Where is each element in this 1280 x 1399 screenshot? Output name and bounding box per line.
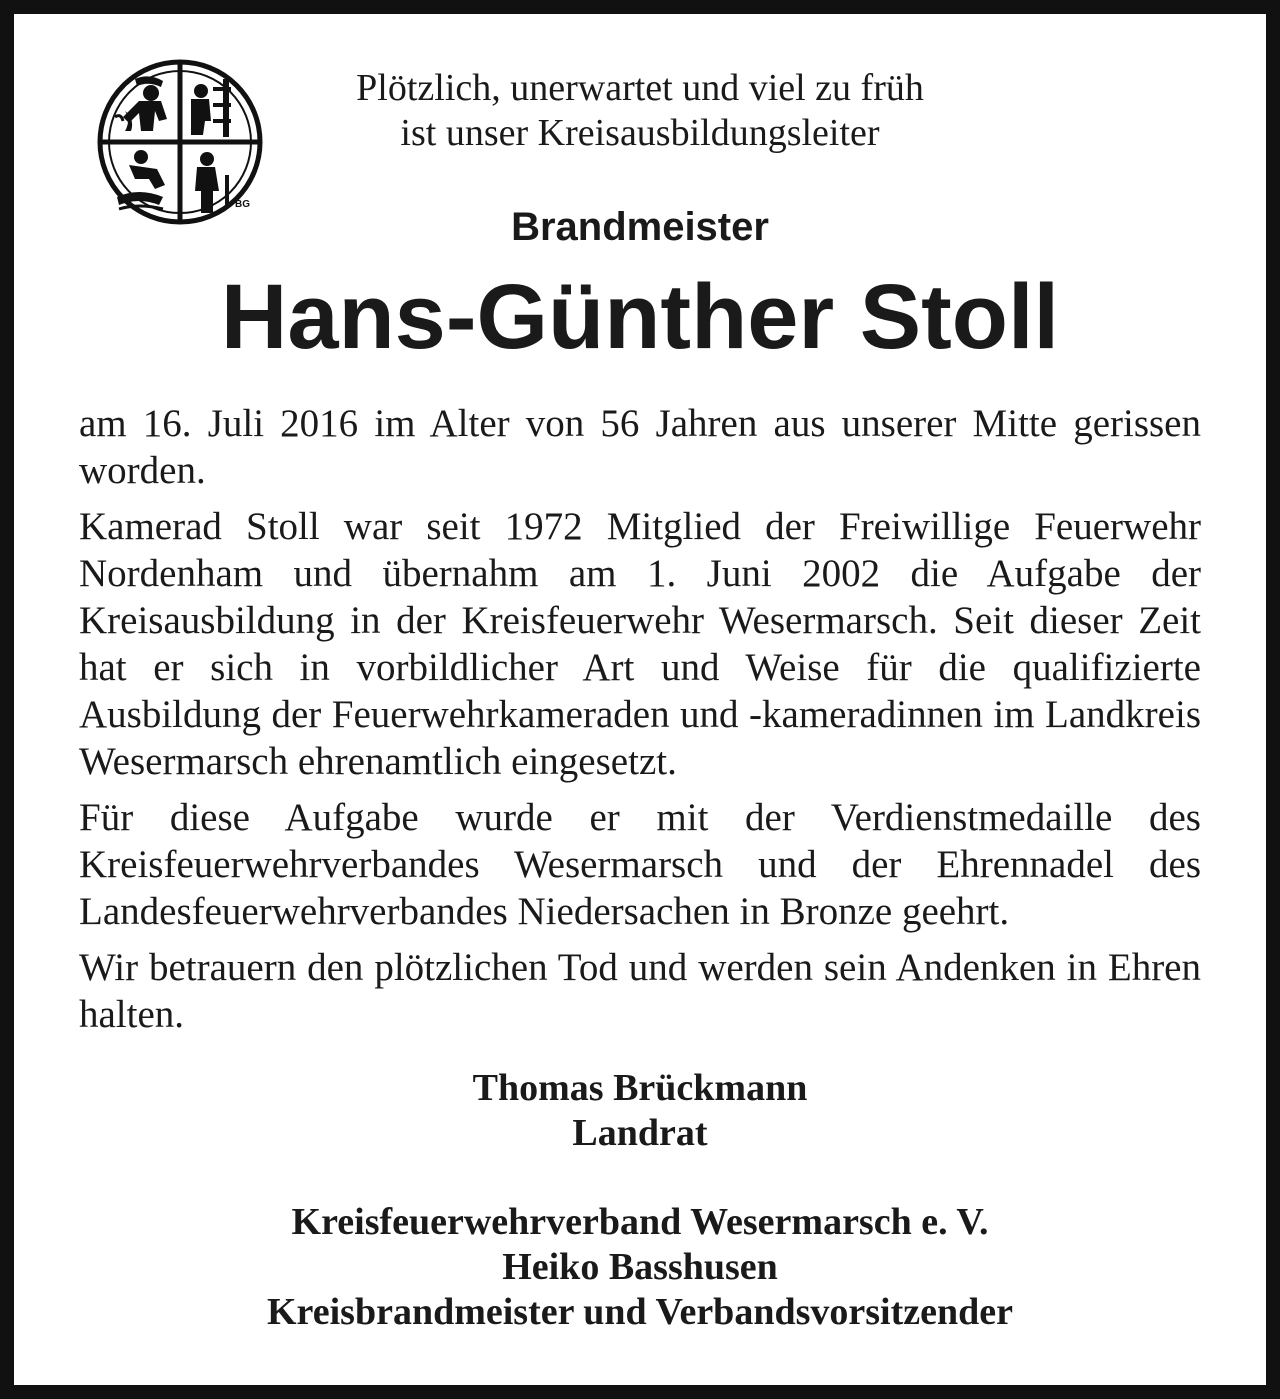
paragraph-2: Kamerad Stoll war seit 1972 Mitglied der Freiwillige Feuerwehr Nordenham und übernahm am 1. Juni 2002 die Aufgabe der Kreisausbildung in der Kreisfeuerwehr Wesermarsch. Seit dieser Zeit hat er sich in vorbildlicher Art und Weise für die qualifizierte Ausbildung der Feuerwehrkameraden und -kameradinnen im Landkreis Wesermarsch ehrenamtlich eingesetzt. [79, 505, 1201, 783]
signature-1-name: Thomas Brückmann [472, 1067, 808, 1109]
deceased-name: Hans-Günther Stoll [220, 266, 1060, 368]
paragraph-3: Für diese Aufgabe wurde er mit der Verdienstmedaille des Kreisfeuerwehrverbandes Wesermarsch und der Ehrennadel des Landesfeuerwehrverbandes Niedersachen in Bronze geehrt. [79, 796, 1201, 933]
signature-landrat [0, 1066, 1280, 1156]
signature-1-title: Landrat [572, 1112, 708, 1154]
notice-body [79, 400, 1201, 1047]
intro-line-2: ist unser Kreisausbildungsleiter [400, 112, 880, 154]
signature-2-name: Heiko Basshusen [502, 1246, 778, 1288]
paragraph-1: am 16. Juli 2016 im Alter von 56 Jahren aus unserer Mitte gerissen worden. [79, 402, 1201, 492]
intro-line-1: Plötzlich, unerwartet und viel zu früh [356, 67, 924, 109]
paragraph-4: Wir betrauern den plötzlichen Tod und werden sein Andenken in Ehren halten. [79, 946, 1201, 1036]
fire-brigade-emblem-icon [95, 57, 265, 227]
signature-association [0, 1200, 1280, 1335]
rank-title: Brandmeister [511, 205, 769, 249]
intro-text [270, 66, 1010, 156]
emblem-text: BG [235, 199, 250, 210]
signature-2-title: Kreisbrandmeister und Verbandsvorsitzender [267, 1291, 1013, 1333]
signature-2-org: Kreisfeuerwehrverband Wesermarsch e. V. [291, 1201, 989, 1243]
